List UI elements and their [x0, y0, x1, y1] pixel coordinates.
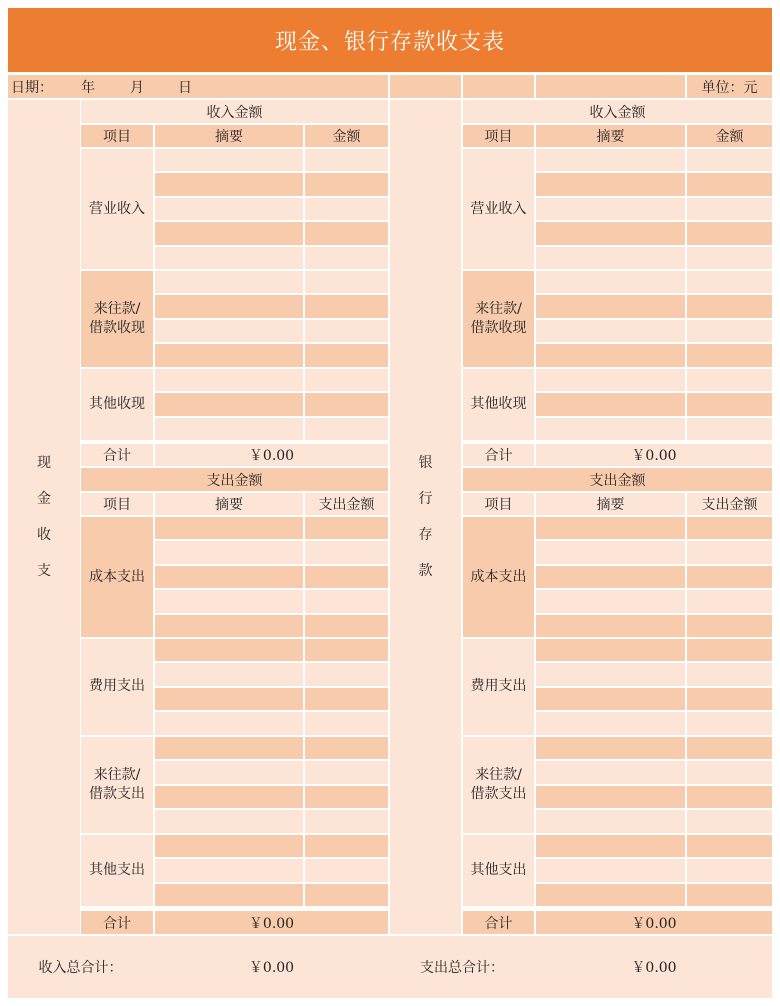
cash-expense-summary-cell[interactable]: [155, 663, 303, 685]
cash-income-amount-cell[interactable]: [305, 393, 388, 415]
bank-expense-amount-cell[interactable]: [687, 615, 772, 637]
bank-expense-group-label: 其他支出: [463, 835, 534, 906]
cash-expense-amount-cell[interactable]: [305, 541, 388, 563]
cash-income-group-label: 营业收入: [81, 149, 153, 269]
bank-income-amount-cell[interactable]: [687, 247, 772, 269]
cash-expense-amount-cell[interactable]: [305, 590, 388, 612]
bank-expense-summary-cell[interactable]: [536, 590, 685, 612]
cash-expense-group-label: 其他支出: [81, 835, 153, 906]
bank-expense-amount-cell[interactable]: [687, 810, 772, 832]
cash-expense-amount-cell[interactable]: [305, 688, 388, 710]
bank-income-summary-cell[interactable]: [536, 320, 685, 342]
bank-income-amount-cell[interactable]: [687, 198, 772, 220]
bank-expense-group-label: 成本支出: [463, 517, 534, 637]
cash-expense-summary-cell[interactable]: [155, 517, 303, 539]
bank-income-summary-cell[interactable]: [536, 344, 685, 366]
cash-income-summary-cell[interactable]: [155, 222, 303, 244]
bank-expense-amount-cell[interactable]: [687, 517, 772, 539]
bank-expense-amount-cell[interactable]: [687, 737, 772, 759]
date-row-cell: [463, 75, 534, 98]
cash-income-total-label: 合计: [81, 444, 153, 466]
cash-expense-summary-cell[interactable]: [155, 786, 303, 808]
bank-income-summary-cell[interactable]: [536, 222, 685, 244]
bank-income-summary-cell[interactable]: [536, 369, 685, 391]
cash-expense-amount-cell[interactable]: [305, 639, 388, 661]
cash-expense-summary-cell[interactable]: [155, 810, 303, 832]
bank-income-amount-cell[interactable]: [687, 271, 772, 293]
bank-income-amount-cell[interactable]: [687, 369, 772, 391]
bank-income-summary-cell[interactable]: [536, 295, 685, 317]
bank-expense-summary-cell[interactable]: [536, 663, 685, 685]
bank-col-expense-amount: 支出金额: [687, 493, 772, 515]
cash-income-amount-cell[interactable]: [305, 295, 388, 317]
cash-expense-amount-cell[interactable]: [305, 810, 388, 832]
cash-expense-summary-cell[interactable]: [155, 639, 303, 661]
bank-income-amount-cell[interactable]: [687, 344, 772, 366]
cash-income-summary-cell[interactable]: [155, 247, 303, 269]
bank-col-summary-expense: 摘要: [536, 493, 685, 515]
cash-col-expense-amount: 支出金额: [305, 493, 388, 515]
cash-income-summary-cell[interactable]: [155, 344, 303, 366]
cash-expense-summary-cell[interactable]: [155, 688, 303, 710]
bank-income-amount-cell[interactable]: [687, 393, 772, 415]
bank-expense-summary-cell[interactable]: [536, 688, 685, 710]
cash-expense-amount-cell[interactable]: [305, 663, 388, 685]
bank-col-item: 项目: [463, 125, 534, 147]
cash-income-amount-cell[interactable]: [305, 222, 388, 244]
cash-expense-summary-cell[interactable]: [155, 884, 303, 906]
bank-income-summary-cell[interactable]: [536, 198, 685, 220]
cash-income-group-label: 其他收现: [81, 369, 153, 440]
cash-income-group-label: 来往款/ 借款收现: [81, 271, 153, 367]
bank-expense-summary-cell[interactable]: [536, 859, 685, 881]
bank-income-summary-cell[interactable]: [536, 393, 685, 415]
bank-income-summary-cell[interactable]: [536, 271, 685, 293]
bank-expense-amount-cell[interactable]: [687, 566, 772, 588]
bank-income-group-label: 营业收入: [463, 149, 534, 269]
bank-expense-group-label: 费用支出: [463, 639, 534, 735]
cash-income-amount-cell[interactable]: [305, 271, 388, 293]
date-row-cell: [536, 75, 685, 98]
bank-expense-summary-cell[interactable]: [536, 884, 685, 906]
date-year: 年: [81, 79, 95, 96]
date-row-bg: [8, 75, 388, 98]
cash-expense-amount-cell[interactable]: [305, 786, 388, 808]
cash-col-item: 项目: [81, 125, 153, 147]
footer-expense-total-label: 支出总合计：: [420, 960, 504, 976]
bank-expense-total-label: 合计: [463, 911, 534, 934]
cash-income-summary-cell[interactable]: [155, 271, 303, 293]
cash-expense-amount-cell[interactable]: [305, 517, 388, 539]
bank-income-amount-cell[interactable]: [687, 418, 772, 440]
bank-income-amount-cell[interactable]: [687, 222, 772, 244]
cash-expense-group-label: 费用支出: [81, 639, 153, 735]
cash-expense-group-label: 来往款/ 借款支出: [81, 737, 153, 833]
cash-income-amount-cell[interactable]: [305, 247, 388, 269]
cash-income-summary-cell[interactable]: [155, 149, 303, 171]
bank-col-summary: 摘要: [536, 125, 685, 147]
cash-expense-summary-cell[interactable]: [155, 590, 303, 612]
cash-income-amount-cell[interactable]: [305, 369, 388, 391]
bank-income-summary-cell[interactable]: [536, 149, 685, 171]
bank-expense-summary-cell[interactable]: [536, 541, 685, 563]
bank-expense-amount-cell[interactable]: [687, 688, 772, 710]
cash-income-amount-cell[interactable]: [305, 198, 388, 220]
cash-expense-summary-cell[interactable]: [155, 737, 303, 759]
bank-expense-amount-cell[interactable]: [687, 541, 772, 563]
bank-expense-amount-cell[interactable]: [687, 663, 772, 685]
cash-col-summary: 摘要: [155, 125, 303, 147]
bank-income-summary-cell[interactable]: [536, 173, 685, 195]
footer-expense-total-value: ￥0.00: [631, 960, 677, 976]
cash-expense-summary-cell[interactable]: [155, 712, 303, 734]
cash-expense-summary-cell[interactable]: [155, 761, 303, 783]
bank-col-item-expense: 项目: [463, 493, 534, 515]
cash-income-amount-cell[interactable]: [305, 149, 388, 171]
bank-income-group-label: 其他收现: [463, 369, 534, 440]
cash-income-total-value: ￥0.00: [155, 444, 388, 466]
cash-side-label: 现 金 收 支: [37, 455, 51, 579]
cash-income-summary-cell[interactable]: [155, 320, 303, 342]
bank-income-summary-cell[interactable]: [536, 418, 685, 440]
bank-expense-summary-cell[interactable]: [536, 786, 685, 808]
footer-income-total-label: 收入总合计：: [38, 960, 123, 976]
date-month: 月: [130, 79, 144, 96]
bank-income-amount-cell[interactable]: [687, 149, 772, 171]
cash-col-amount: 金额: [305, 125, 388, 147]
date-day: 日: [178, 79, 192, 96]
bank-expense-summary-cell[interactable]: [536, 761, 685, 783]
cash-expense-amount-cell[interactable]: [305, 761, 388, 783]
bank-income-header: 收入金额: [463, 100, 772, 123]
cash-expense-amount-cell[interactable]: [305, 835, 388, 857]
bank-expense-summary-cell[interactable]: [536, 737, 685, 759]
cash-expense-amount-cell[interactable]: [305, 884, 388, 906]
cash-expense-amount-cell[interactable]: [305, 615, 388, 637]
cash-income-summary-cell[interactable]: [155, 173, 303, 195]
bank-income-group-label: 来往款/ 借款收现: [463, 271, 534, 367]
bank-income-amount-cell[interactable]: [687, 173, 772, 195]
bank-expense-amount-cell[interactable]: [687, 835, 772, 857]
bank-col-amount: 金额: [687, 125, 772, 147]
cash-col-item-expense: 项目: [81, 493, 153, 515]
cash-expense-amount-cell[interactable]: [305, 566, 388, 588]
cash-expense-amount-cell[interactable]: [305, 737, 388, 759]
cash-income-summary-cell[interactable]: [155, 198, 303, 220]
cash-expense-total-value: ￥0.00: [155, 911, 388, 934]
bank-income-amount-cell[interactable]: [687, 320, 772, 342]
bank-expense-group-label: 来往款/ 借款支出: [463, 737, 534, 833]
cash-expense-header: 支出金额: [81, 468, 388, 491]
bank-expense-amount-cell[interactable]: [687, 761, 772, 783]
bank-expense-amount-cell[interactable]: [687, 884, 772, 906]
bank-income-total-label: 合计: [463, 444, 534, 466]
bank-expense-summary-cell[interactable]: [536, 566, 685, 588]
cash-income-amount-cell[interactable]: [305, 418, 388, 440]
cash-income-summary-cell[interactable]: [155, 393, 303, 415]
cash-expense-summary-cell[interactable]: [155, 541, 303, 563]
cash-expense-summary-cell[interactable]: [155, 859, 303, 881]
bank-expense-summary-cell[interactable]: [536, 639, 685, 661]
bank-expense-summary-cell[interactable]: [536, 712, 685, 734]
footer-income-total-value: ￥0.00: [248, 960, 295, 976]
bank-expense-summary-cell[interactable]: [536, 835, 685, 857]
cash-expense-amount-cell[interactable]: [305, 712, 388, 734]
bank-expense-summary-cell[interactable]: [536, 517, 685, 539]
cash-income-summary-cell[interactable]: [155, 418, 303, 440]
cash-income-amount-cell[interactable]: [305, 173, 388, 195]
cash-expense-total-label: 合计: [81, 911, 153, 934]
page-title: 现金、银行存款收支表: [8, 8, 772, 72]
cash-income-summary-cell[interactable]: [155, 369, 303, 391]
bank-income-total-value: ￥0.00: [536, 444, 772, 466]
bank-expense-amount-cell[interactable]: [687, 712, 772, 734]
date-label: 日期：: [11, 79, 53, 96]
cash-expense-summary-cell[interactable]: [155, 835, 303, 857]
bank-expense-amount-cell[interactable]: [687, 786, 772, 808]
cash-income-amount-cell[interactable]: [305, 320, 388, 342]
bank-expense-total-value: ￥0.00: [536, 911, 772, 934]
cash-expense-summary-cell[interactable]: [155, 615, 303, 637]
cash-expense-summary-cell[interactable]: [155, 566, 303, 588]
unit-label: 单位：元: [701, 79, 758, 96]
cash-expense-group-label: 成本支出: [81, 517, 153, 637]
bank-expense-amount-cell[interactable]: [687, 639, 772, 661]
bank-expense-amount-cell[interactable]: [687, 590, 772, 612]
bank-expense-summary-cell[interactable]: [536, 810, 685, 832]
bank-expense-header: 支出金额: [463, 468, 772, 491]
cash-col-summary-expense: 摘要: [155, 493, 303, 515]
bank-expense-amount-cell[interactable]: [687, 859, 772, 881]
bank-income-amount-cell[interactable]: [687, 295, 772, 317]
cash-expense-amount-cell[interactable]: [305, 859, 388, 881]
cash-income-header: 收入金额: [81, 100, 388, 123]
bank-expense-summary-cell[interactable]: [536, 615, 685, 637]
cash-income-amount-cell[interactable]: [305, 344, 388, 366]
date-row-cell: [390, 75, 461, 98]
cash-income-summary-cell[interactable]: [155, 295, 303, 317]
bank-side-label: 银 行 存 款: [418, 455, 433, 579]
bank-income-summary-cell[interactable]: [536, 247, 685, 269]
